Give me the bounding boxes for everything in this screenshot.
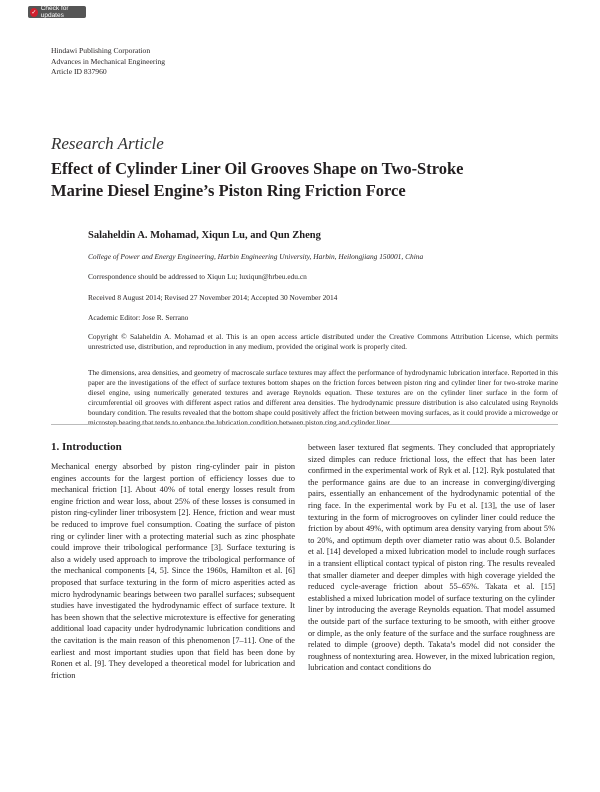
section-heading: 1. Introduction <box>51 441 122 453</box>
badge-label: Check for updates <box>40 5 69 19</box>
article-type: Research Article <box>51 134 164 153</box>
body-column-right <box>308 442 555 674</box>
paper-title: Effect of Cylinder Liner Oil Grooves Shape on Two-Stroke Marine Diesel Engine’s Piston Ring Friction Force <box>51 159 464 200</box>
journal-name: Advances in Mechanical Engineering <box>51 56 166 66</box>
affiliation: College of Power and Energy Engineering, Harbin Engineering University, Harbin, Heilongjiang 150001, China <box>88 252 424 261</box>
journal-header <box>51 46 165 78</box>
publication-dates: Received 8 August 2014; Revised 27 November 2014; Accepted 30 November 2014 <box>88 293 338 302</box>
correspondence: Correspondence should be addressed to Xiqun Lu; luxiqun@hrbeu.edu.cn <box>88 272 307 281</box>
author-list: Salaheldin A. Mohamad, Xiqun Lu, and Qun Zheng <box>88 230 321 241</box>
academic-editor: Academic Editor: Jose R. Serrano <box>88 313 189 322</box>
check-for-updates-badge[interactable] <box>28 6 86 18</box>
body-column-left <box>51 461 295 681</box>
abstract: The dimensions, area densities, and geometry of macroscale surface textures may affect the performance of hydrodynamic lubrication interface. Reported in this paper are the investigations of the effect of surface textures bottom shapes on the friction forces between piston ring and cylinder liner for two-stroke marine diesel engine, using numerically generated textures and average Reynolds equation. These textures are on the cylinder liner surface in the form of circumferential oil grooves with different aspect ratios and different area densities. The hydrodynamic pressure distribution is also calculated using Reynolds boundary condition. The results revealed that the bottom shape could positively affect the friction between moving surfaces, as it could provide a microwedge or microstep bearing that tends to enhance the lubrication condition between piston ring and cylinder liner. <box>88 368 558 428</box>
check-updates-icon: ✓ <box>31 9 37 16</box>
intro-paragraph-2: between laser textured flat segments. They concluded that appropriately sized dimples can reduce frictional loss, the effect that has been later confirmed in the experimental work of Ryk et al. [12]. Ryk postulated that the performance gains are due to an increase in converging/diverging pairs, essentially an enhancement of the hydrodynamic potential of the ring face. In the experimental work by Fu et al. [13], the use of laser texturing in the form of microgrooves on cylinder liner could reduce the friction by about 49%, with optimum area density varying from about 5% to 20%, and optimum depth over diameter ratio was about 0.5. Bolander et al. [14] developed a mixed lubrication model to include rough surfaces in a transient elliptical contact typical of piston ring. The results revealed that smaller diameter and deeper dimples with high coverage yielded the reduced cycle-average friction about 55–65%. Takata et al. [15] established a mixed lubrication model of surface texturing on the cylinder liner by introducing the average Reynolds equation. That model assumed the outside part of the surface texturing to be smooth, with either groove or dimple, as the only feature of the surface and the surface roughness are related to dimple (groove) depth. Takata’s model did not consider the roughness of nontexturing area. However, in the mixed lubrication region, lubrication and contact conditions do <box>308 443 555 673</box>
article-id: Article ID 837960 <box>51 67 107 76</box>
publisher-name: Hindawi Publishing Corporation <box>51 46 151 55</box>
intro-paragraph-1: Mechanical energy absorbed by piston ring-cylinder pair in piston engines accounts for the largest portion of efficiency losses due to mechanical friction [1]. About 40% of total energy losses result from engine friction and wear loss, about 25% of these losses is consumed in piston ring-cylinder liner tribosystem [2]. Hence, friction and wear must be reduced to improve fuel consumption. Coating the surface of piston ring or cylinder liner with a protecting material such as zinc phosphate could improve their tribological performance [3]. Surface texturing is also a widely used approach to improve the tribological performance of the mechanical components [4, 5]. Since the 1960s, Hamilton et al. [6] proposed that surface texturing in the form of micro asperities acted as micro hydrodynamic bearings between two parallel surfaces; subsequent studies have investigated the hydrodynamic effect of surface texture. It has been shown that the selective microtexture is effective for generating additional load capacity under hydrodynamic lubrication conditions and the cavitation is the main reason of this phenomenon [7–11]. One of the earliest and most important studies upon that field has been done by Ronen et al. [9]. They developed a theoretical model for lubrication and friction <box>51 462 295 680</box>
copyright-notice: Copyright © Salaheldin A. Mohamad et al. This is an open access article distributed under the Creative Commons Attribution License, which permits unrestricted use, distribution, and reproduction in any medium, provided the original work is properly cited. <box>88 332 558 351</box>
section-divider <box>51 424 558 425</box>
